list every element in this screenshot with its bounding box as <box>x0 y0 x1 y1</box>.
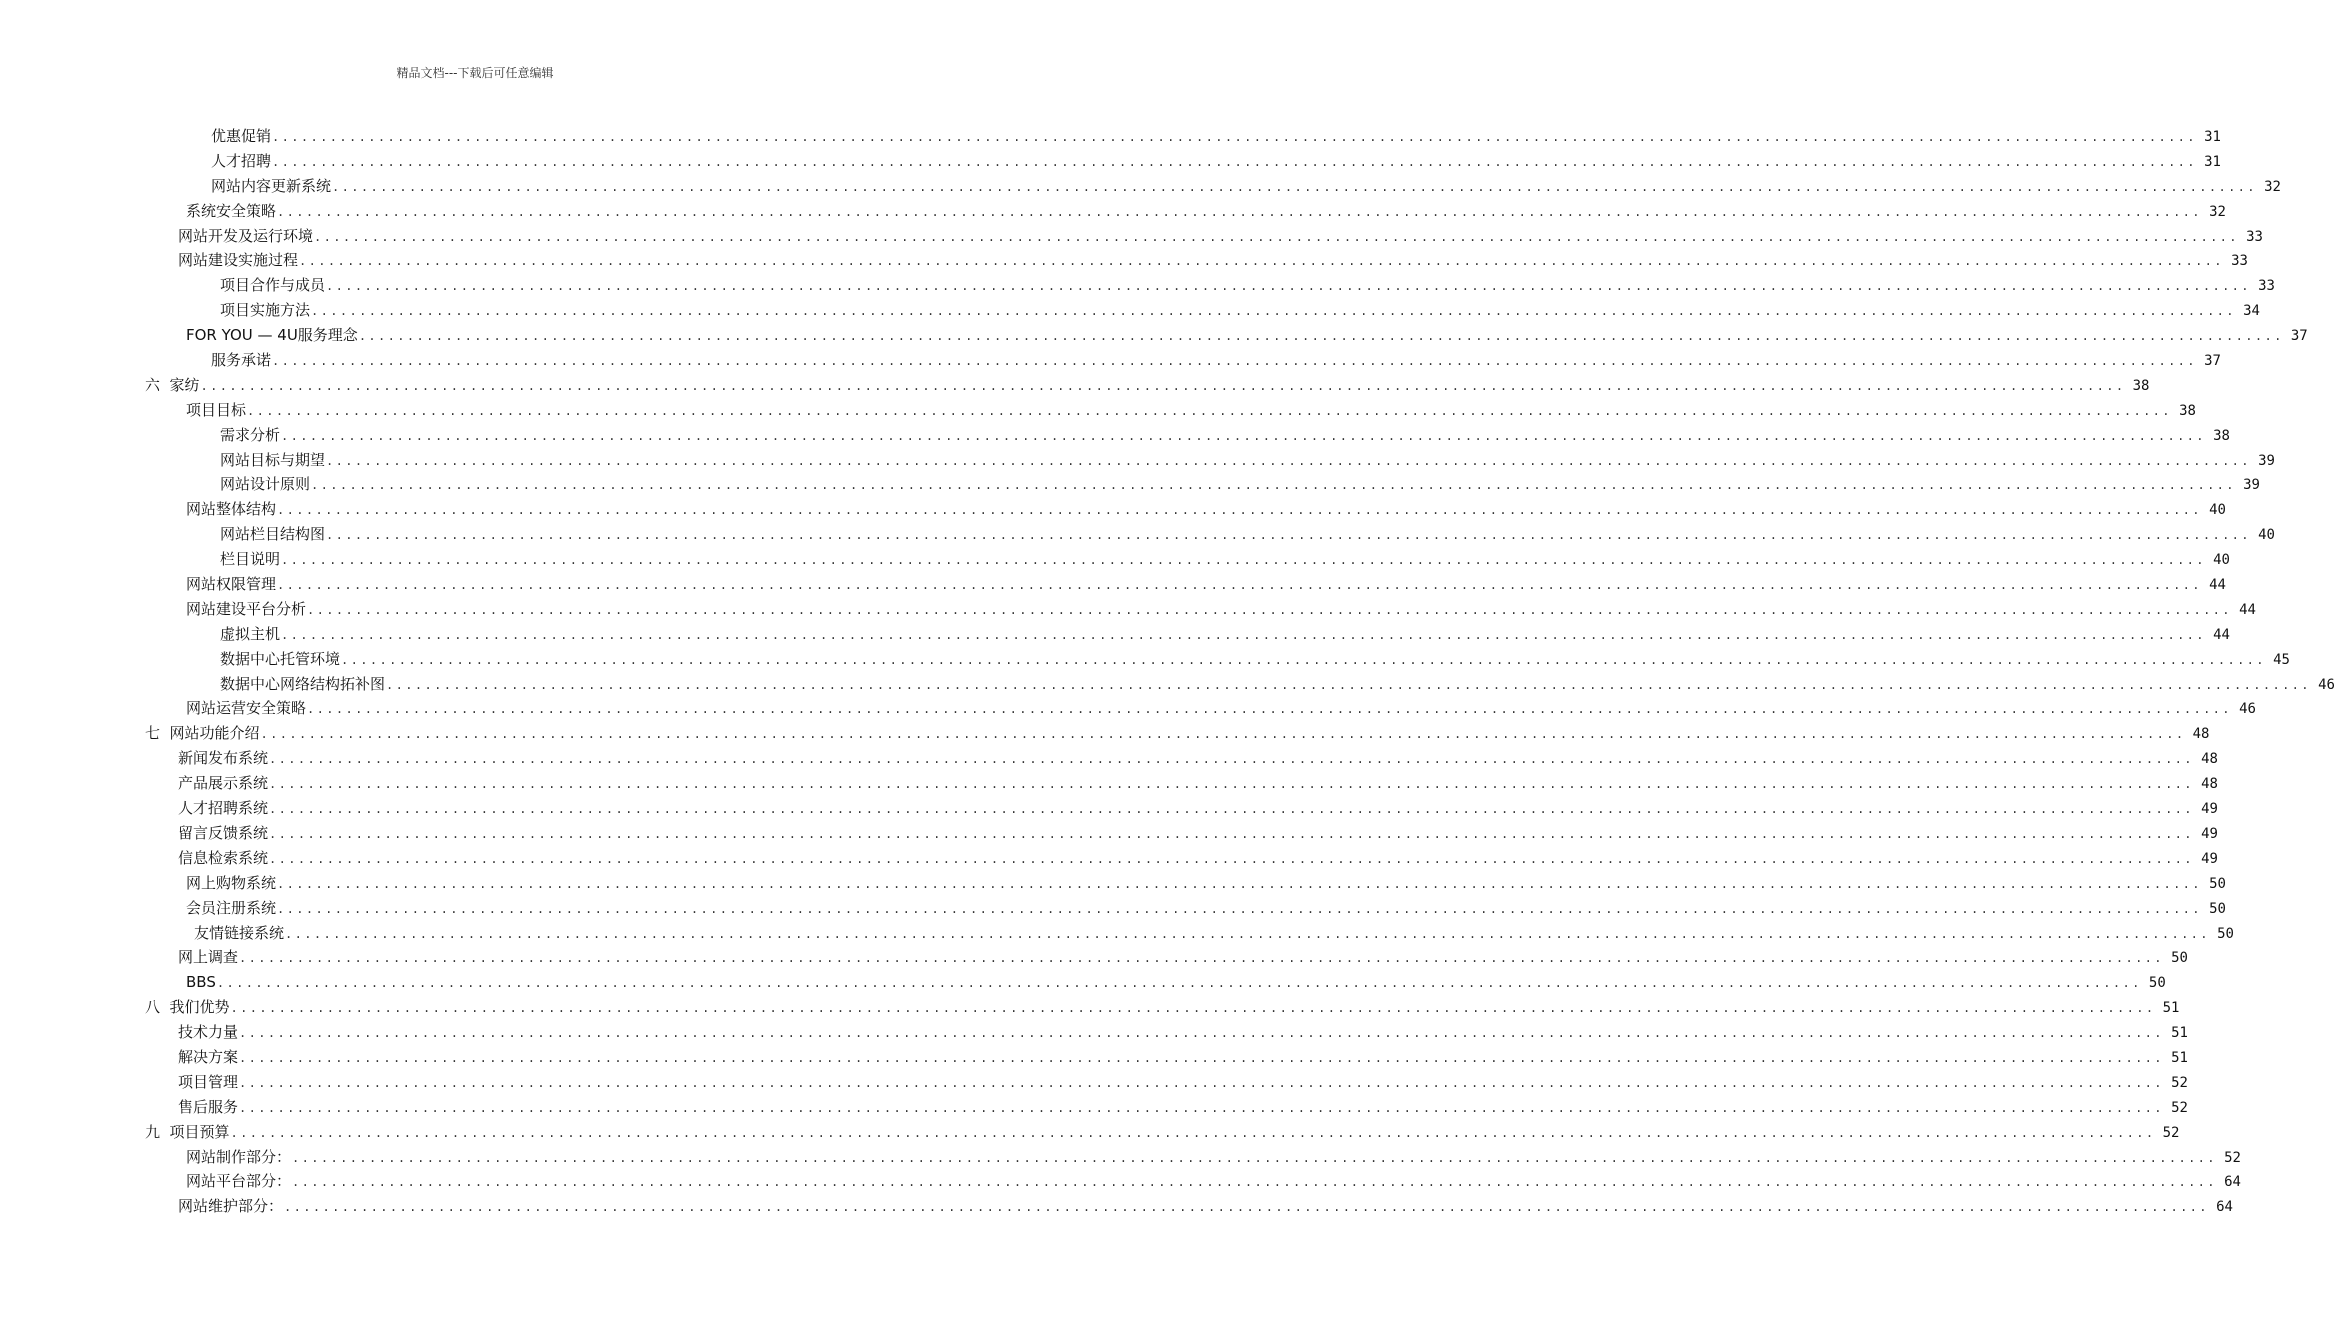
toc-dot-leader: ........................................................................................................................................................................................................ <box>307 602 2232 617</box>
toc-entry[interactable] <box>145 995 2180 1020</box>
toc-page-number: 52 <box>2224 1149 2241 1166</box>
toc-entry[interactable] <box>178 821 2218 846</box>
toc-entry[interactable] <box>211 348 2221 373</box>
toc-dot-leader: ........................................................................................................................................................................................................ <box>272 154 2197 169</box>
toc-page-number: 38 <box>2213 427 2230 444</box>
table-of-contents <box>0 124 2335 1219</box>
toc-dot-leader: ........................................................................................................................................................................................................ <box>358 329 2284 344</box>
toc-entry[interactable] <box>178 1095 2188 1120</box>
toc-dot-leader: ........................................................................................................................................................................................................ <box>269 802 2194 817</box>
toc-entry-title: 留言反馈系统 <box>178 823 269 842</box>
toc-dot-leader: ........................................................................................................................................................................................................ <box>216 976 2142 991</box>
toc-dot-leader: ........................................................................................................................................................................................................ <box>277 901 2202 916</box>
toc-dot-leader: ........................................................................................................................................................................................................ <box>277 204 2202 219</box>
toc-dot-leader: ........................................................................................................................................................................................................ <box>281 553 2206 568</box>
toc-dot-leader: ........................................................................................................................................................................................................ <box>386 677 2311 692</box>
toc-entry[interactable] <box>145 373 2150 398</box>
toc-dot-leader: ........................................................................................................................................................................................................ <box>269 752 2194 767</box>
toc-entry[interactable] <box>178 1045 2188 1070</box>
toc-entry-title: 会员注册系统 <box>186 898 277 917</box>
toc-dot-leader: ........................................................................................................................................................................................................ <box>326 279 2251 294</box>
toc-entry-title: 网站维护部分： <box>178 1197 284 1216</box>
toc-entry[interactable] <box>178 796 2218 821</box>
toc-page-number: 48 <box>2192 726 2210 743</box>
toc-entry-title: 栏目说明 <box>220 550 281 569</box>
toc-entry-title: 网站开发及运行环境 <box>178 226 314 245</box>
toc-page-number: 52 <box>2171 1074 2188 1091</box>
toc-dot-leader: ........................................................................................................................................................................................................ <box>299 254 2224 269</box>
toc-dot-leader: ........................................................................................................................................................................................................ <box>230 1125 2156 1140</box>
toc-entry[interactable] <box>220 622 2230 647</box>
toc-entry-title: 友情链接系统 <box>194 923 285 942</box>
toc-page-number: 49 <box>2201 801 2218 818</box>
toc-entry[interactable] <box>186 896 2226 921</box>
toc-dot-leader: ........................................................................................................................................................................................................ <box>239 951 2164 966</box>
toc-entry[interactable] <box>220 448 2275 473</box>
toc-entry[interactable] <box>186 323 2308 348</box>
toc-entry[interactable] <box>220 273 2275 298</box>
toc-entry-title: 九 项目预算 <box>145 1122 230 1141</box>
toc-entry[interactable] <box>211 174 2281 199</box>
toc-page-number: 50 <box>2209 875 2226 892</box>
toc-dot-leader: ........................................................................................................................................................................................................ <box>281 627 2206 642</box>
toc-dot-leader: ........................................................................................................................................................................................................ <box>269 826 2194 841</box>
toc-entry[interactable] <box>220 672 2335 697</box>
page-header: 精品文档---下载后可任意编辑 <box>396 66 554 80</box>
toc-entry[interactable] <box>211 149 2221 174</box>
toc-page-number: 48 <box>2201 751 2218 768</box>
toc-entry-title: 网站建设平台分析 <box>186 599 307 618</box>
toc-dot-leader: ........................................................................................................................................................................................................ <box>307 702 2232 717</box>
toc-entry[interactable] <box>194 921 2234 946</box>
toc-entry[interactable] <box>186 1145 2241 1170</box>
toc-entry[interactable] <box>220 298 2260 323</box>
toc-entry-title: 网站内容更新系统 <box>211 176 332 195</box>
toc-page-number: 33 <box>2258 278 2275 295</box>
toc-page-number: 40 <box>2209 502 2226 519</box>
toc-entry-title: 解决方案 <box>178 1047 239 1066</box>
toc-entry-title: 系统安全策略 <box>186 201 277 220</box>
toc-entry[interactable] <box>178 945 2188 970</box>
toc-page-number: 38 <box>2179 402 2196 419</box>
toc-dot-leader: ........................................................................................................................................................................................................ <box>284 1200 2209 1215</box>
toc-page-number: 44 <box>2239 601 2256 618</box>
toc-dot-leader: ........................................................................................................................................................................................................ <box>292 1175 2217 1190</box>
toc-dot-leader: ........................................................................................................................................................................................................ <box>269 851 2194 866</box>
toc-entry-title: 数据中心网络结构拓补图 <box>220 674 386 693</box>
toc-entry-title: 信息检索系统 <box>178 848 269 867</box>
toc-entry[interactable] <box>211 124 2221 149</box>
toc-entry[interactable] <box>220 522 2275 547</box>
toc-entry-title: 虚拟主机 <box>220 624 281 643</box>
toc-entry[interactable] <box>186 970 2166 995</box>
toc-entry-title: 需求分析 <box>220 425 281 444</box>
toc-dot-leader: ........................................................................................................................................................................................................ <box>200 378 2126 393</box>
toc-entry-title: 项目实施方法 <box>220 301 311 320</box>
toc-entry[interactable] <box>186 1169 2241 1194</box>
toc-entry[interactable] <box>178 1020 2188 1045</box>
toc-page-number: 48 <box>2201 776 2218 793</box>
toc-dot-leader: ........................................................................................................................................................................................................ <box>277 503 2202 518</box>
toc-page-number: 51 <box>2162 1000 2180 1017</box>
toc-page-number: 38 <box>2132 377 2150 394</box>
toc-entry[interactable] <box>186 696 2256 721</box>
toc-entry-title: 网上购物系统 <box>186 873 277 892</box>
toc-dot-leader: ........................................................................................................................................................................................................ <box>314 229 2239 244</box>
toc-entry-title: 服务承诺 <box>211 351 272 370</box>
toc-entry[interactable] <box>186 199 2226 224</box>
toc-entry-title: 优惠促销 <box>211 127 272 145</box>
toc-entry-title: 项目合作与成员 <box>220 276 326 295</box>
toc-entry-title: 网站整体结构 <box>186 500 277 519</box>
toc-entry-title: 新闻发布系统 <box>178 749 269 768</box>
toc-dot-leader: ........................................................................................................................................................................................................ <box>285 926 2210 941</box>
toc-page-number: 31 <box>2204 153 2221 170</box>
toc-page-number: 49 <box>2201 825 2218 842</box>
toc-dot-leader: ........................................................................................................................................................................................................ <box>239 1100 2164 1115</box>
toc-page-number: 64 <box>2216 1199 2233 1216</box>
toc-page-number: 39 <box>2258 452 2275 469</box>
toc-entry-title: 六 家纺 <box>145 375 200 394</box>
toc-entry[interactable] <box>145 721 2210 746</box>
toc-dot-leader: ........................................................................................................................................................................................................ <box>341 652 2266 667</box>
toc-entry-title: BBS <box>186 973 216 992</box>
toc-dot-leader: ........................................................................................................................................................................................................ <box>260 727 2186 742</box>
toc-page-number: 50 <box>2217 925 2234 942</box>
toc-page-number: 52 <box>2162 1124 2180 1141</box>
toc-dot-leader: ........................................................................................................................................................................................................ <box>277 876 2202 891</box>
toc-dot-leader: ........................................................................................................................................................................................................ <box>292 1150 2217 1165</box>
toc-entry[interactable] <box>186 871 2226 896</box>
toc-entry-title: 人才招聘系统 <box>178 799 269 818</box>
toc-entry-title: 网站制作部分： <box>186 1147 292 1166</box>
toc-entry-title: 产品展示系统 <box>178 774 269 793</box>
toc-entry-title: 网站栏目结构图 <box>220 525 326 544</box>
toc-entry[interactable] <box>178 248 2248 273</box>
toc-dot-leader: ........................................................................................................................................................................................................ <box>311 304 2236 319</box>
toc-page-number: 33 <box>2231 253 2248 270</box>
toc-entry[interactable] <box>178 771 2218 796</box>
toc-dot-leader: ........................................................................................................................................................................................................ <box>239 1026 2164 1041</box>
toc-entry[interactable] <box>186 398 2196 423</box>
toc-dot-leader: ........................................................................................................................................................................................................ <box>332 179 2257 194</box>
toc-entry-title: 八 我们优势 <box>145 998 230 1017</box>
toc-dot-leader: ........................................................................................................................................................................................................ <box>272 354 2197 369</box>
toc-page-number: 46 <box>2239 701 2256 718</box>
toc-entry[interactable] <box>145 1120 2180 1145</box>
toc-entry-title: FOR YOU — 4U服务理念 <box>186 326 358 345</box>
toc-entry-title: 网站权限管理 <box>186 575 277 594</box>
toc-dot-leader: ........................................................................................................................................................................................................ <box>247 403 2172 418</box>
toc-entry[interactable] <box>178 1194 2233 1219</box>
toc-entry[interactable] <box>220 647 2290 672</box>
toc-page-number: 50 <box>2148 975 2166 992</box>
toc-entry-title: 网站目标与期望 <box>220 450 326 469</box>
toc-entry[interactable] <box>220 423 2230 448</box>
toc-page-number: 32 <box>2209 203 2226 220</box>
toc-entry[interactable] <box>186 597 2256 622</box>
toc-page-number: 31 <box>2204 129 2221 145</box>
toc-entry[interactable] <box>186 497 2226 522</box>
toc-entry[interactable] <box>178 846 2218 871</box>
toc-entry-title: 网站运营安全策略 <box>186 699 307 718</box>
toc-page-number: 50 <box>2171 950 2188 967</box>
toc-page-number: 40 <box>2213 552 2230 569</box>
toc-entry-title: 七 网站功能介绍 <box>145 724 260 743</box>
toc-page-number: 45 <box>2273 651 2290 668</box>
toc-dot-leader: ........................................................................................................................................................................................................ <box>269 777 2194 792</box>
toc-page-number: 33 <box>2246 228 2263 245</box>
toc-dot-leader: ........................................................................................................................................................................................................ <box>326 453 2251 468</box>
toc-entry-title: 网站设计原则 <box>220 475 311 494</box>
toc-page-number: 40 <box>2258 527 2275 544</box>
toc-page-number: 49 <box>2201 850 2218 867</box>
toc-dot-leader: ........................................................................................................................................................................................................ <box>239 1075 2164 1090</box>
toc-entry[interactable] <box>220 547 2230 572</box>
toc-page-number: 34 <box>2243 303 2260 320</box>
toc-dot-leader: ........................................................................................................................................................................................................ <box>281 428 2206 443</box>
toc-page-number: 46 <box>2318 676 2335 693</box>
toc-entry[interactable] <box>220 472 2260 497</box>
toc-entry-title: 技术力量 <box>178 1023 239 1042</box>
toc-page-number: 37 <box>2290 328 2308 345</box>
toc-page-number: 32 <box>2264 178 2281 195</box>
toc-dot-leader: ........................................................................................................................................................................................................ <box>239 1050 2164 1065</box>
toc-page-number: 37 <box>2204 353 2221 370</box>
toc-dot-leader: ........................................................................................................................................................................................................ <box>230 1001 2156 1016</box>
toc-dot-leader: ........................................................................................................................................................................................................ <box>311 478 2236 493</box>
toc-entry-title: 项目目标 <box>186 400 247 419</box>
toc-dot-leader: ........................................................................................................................................................................................................ <box>326 528 2251 543</box>
toc-entry-title: 售后服务 <box>178 1097 239 1116</box>
toc-entry[interactable] <box>178 1070 2188 1095</box>
toc-entry[interactable] <box>178 746 2218 771</box>
toc-page-number: 39 <box>2243 477 2260 494</box>
toc-dot-leader: ........................................................................................................................................................................................................ <box>277 578 2202 593</box>
toc-entry-title: 人才招聘 <box>211 151 272 170</box>
toc-page-number: 44 <box>2213 626 2230 643</box>
toc-entry[interactable] <box>178 224 2263 249</box>
toc-page-number: 52 <box>2171 1099 2188 1116</box>
toc-entry-title: 数据中心托管环境 <box>220 649 341 668</box>
toc-page-number: 51 <box>2171 1025 2188 1042</box>
toc-entry-title: 网站平台部分： <box>186 1172 292 1191</box>
toc-entry-title: 项目管理 <box>178 1072 239 1091</box>
toc-entry[interactable] <box>186 572 2226 597</box>
toc-dot-leader: ........................................................................................................................................................................................................ <box>272 130 2197 144</box>
toc-entry-title: 网上调查 <box>178 948 239 967</box>
toc-page-number: 44 <box>2209 577 2226 594</box>
toc-page-number: 51 <box>2171 1049 2188 1066</box>
toc-entry-title: 网站建设实施过程 <box>178 251 299 270</box>
toc-page-number: 64 <box>2224 1174 2241 1191</box>
toc-page-number: 50 <box>2209 900 2226 917</box>
